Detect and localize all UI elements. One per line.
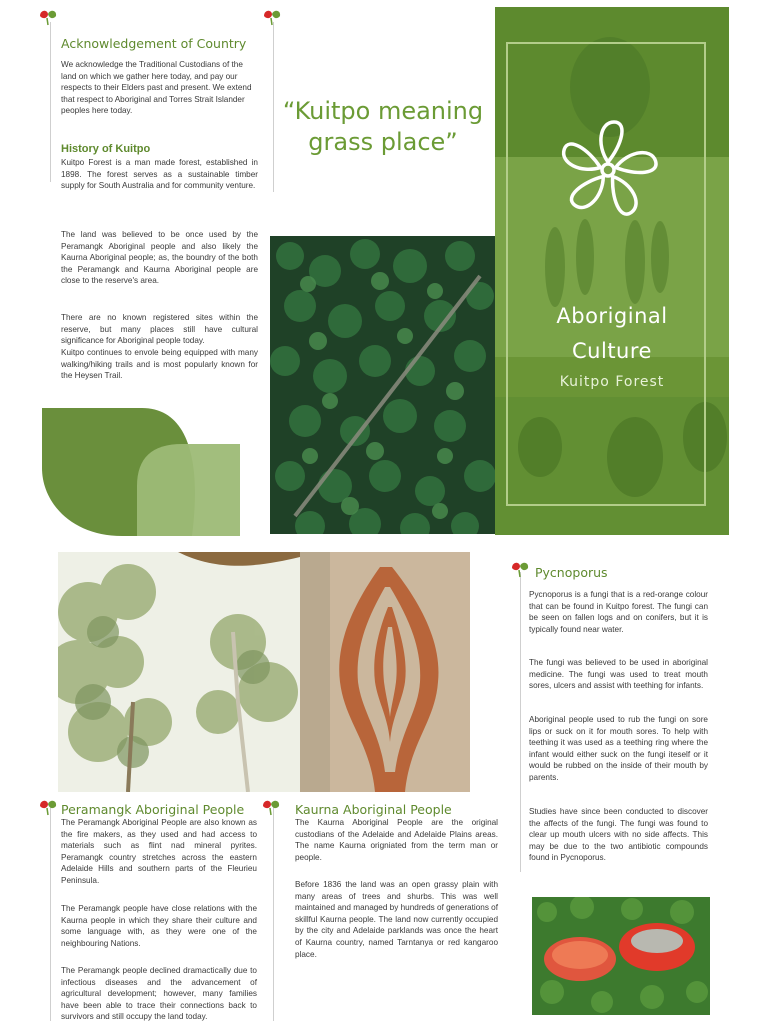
carved-tree-photo — [300, 552, 470, 792]
red-green-leaf-logo-icon — [262, 8, 282, 26]
red-green-leaf-logo-icon — [510, 560, 530, 578]
aerial-forest-photo — [270, 236, 495, 534]
divider-line — [520, 572, 521, 872]
red-green-leaf-logo-icon — [38, 798, 58, 816]
divider-line — [50, 806, 51, 1021]
quote-line-2: grass place” — [308, 128, 458, 156]
pycnoporus-title: Pycnoporus — [535, 565, 608, 580]
kaurna-paragraph: The Kaurna Aboriginal People are the original custodians of the Adelaide and Adelaide Plains areas. The name Kaurna origniated from the term man or people. — [295, 818, 498, 862]
peramangk-paragraph: The Peramangk people declined dramactically due to infectious diseases and the advancement of agricultural development; however, many families have been able to trace their connections back to survivors and still occupy the land today. — [61, 966, 257, 1022]
cover-title-line-1: Aboriginal — [556, 304, 668, 328]
divider-line — [50, 22, 51, 182]
peramangk-paragraph: The Peramangk people have close relations with the Kaurna people in which they share their culture and some language with, as they were one of the neighbouring Nations. — [61, 904, 257, 948]
history-title: History of Kuitpo — [61, 143, 151, 155]
divider-line — [273, 22, 274, 192]
pycnoporus-paragraph: Studies have since been conducted to discover the affects of the fungi. The fungi was found to clear up mouth ulcers with no side affects. This may be due to the two antibiotic compounds found in Pycnoporus. — [529, 807, 708, 863]
fungi-photo — [532, 897, 710, 1015]
quote-line-1: “Kuitpo meaning — [282, 97, 484, 125]
acknowledgement-title: Acknowledgement of Country — [61, 36, 247, 51]
history-paragraph: There are no known registered sites within the reserve, but many places still have cultural significance for Aboriginal people today. — [61, 313, 258, 346]
pycnoporus-paragraph: Aboriginal people used to rub the fungi on sore lips or suck on it for mouth sores. To help with teething it was used as a teething ring where the infant would either suck on the fungi iteself or it would be rubbed on the inside of their mouth by parents. — [529, 715, 708, 782]
pycnoporus-paragraph: Pycnoporus is a fungi that is a red-orange colour that can be found in Kuitpo forest. The fungi can be seen on fallen logs and on conifers, but it is typically found near water. — [529, 590, 708, 634]
kaurna-title: Kaurna Aboriginal People — [295, 802, 452, 817]
acknowledgement-text: We acknowledge the Traditional Custodians of the land on which we gather here today, and pay our respects to their Elders past and present. We extend that respect to Aboriginal and Torres Strait Islander peoples here today. — [61, 60, 252, 116]
cover-title-line-2: Culture — [572, 339, 652, 363]
red-green-leaf-logo-icon — [38, 8, 58, 26]
trees-photo — [58, 552, 300, 792]
history-paragraph: The land was believed to be once used by the Peramangk Aboriginal people and also likely the Kaurna Aboriginal people; as, the boundry of the both the Peramangk and Kaurna Aboriginal people are close to the reserve's area. — [61, 230, 258, 286]
divider-line — [273, 806, 274, 1021]
kaurna-paragraph: Before 1836 the land was an open grassy plain with many areas of trees and shurbs. This was well maintained and managed by hundreds of generations of skillful Kaurna people. The land now currently occupied by the city and Adelaide parklands was once the heart of Kaurna country, named Tarntanya or red kangaroo place. — [295, 880, 499, 959]
white-flower-outline-icon — [553, 115, 663, 230]
pycnoporus-paragraph: The fungi was believed to be used in aboriginal medicine. The fungi was used to treat mouth sores, ulcers and assist with teething for infants. — [529, 658, 708, 691]
history-paragraph: Kuitpo Forest is a man made forest, established in 1898. The forest serves as a sustainable timber supply for South Australia and for community venture. — [61, 158, 258, 191]
cover-subtitle: Kuitpo Forest — [559, 374, 665, 390]
history-paragraph: Kuitpo continues to envole being equipped with many walking/hiking trails and is most popularly known for the Heysen Trail. — [61, 348, 258, 381]
cover-panel — [495, 7, 729, 535]
peramangk-title: Peramangk Aboriginal People — [61, 802, 245, 817]
peramangk-paragraph: The Peramangk Aboriginal People are also known as the fire makers, as they used and had access to materials such as flint nad mineral pyrites. Peramangk country stretches across the eastern Adelaide Hills and southern parts of the Fleurieu Peninsula. — [61, 818, 257, 885]
green-leaf-shapes-icon — [42, 408, 242, 541]
